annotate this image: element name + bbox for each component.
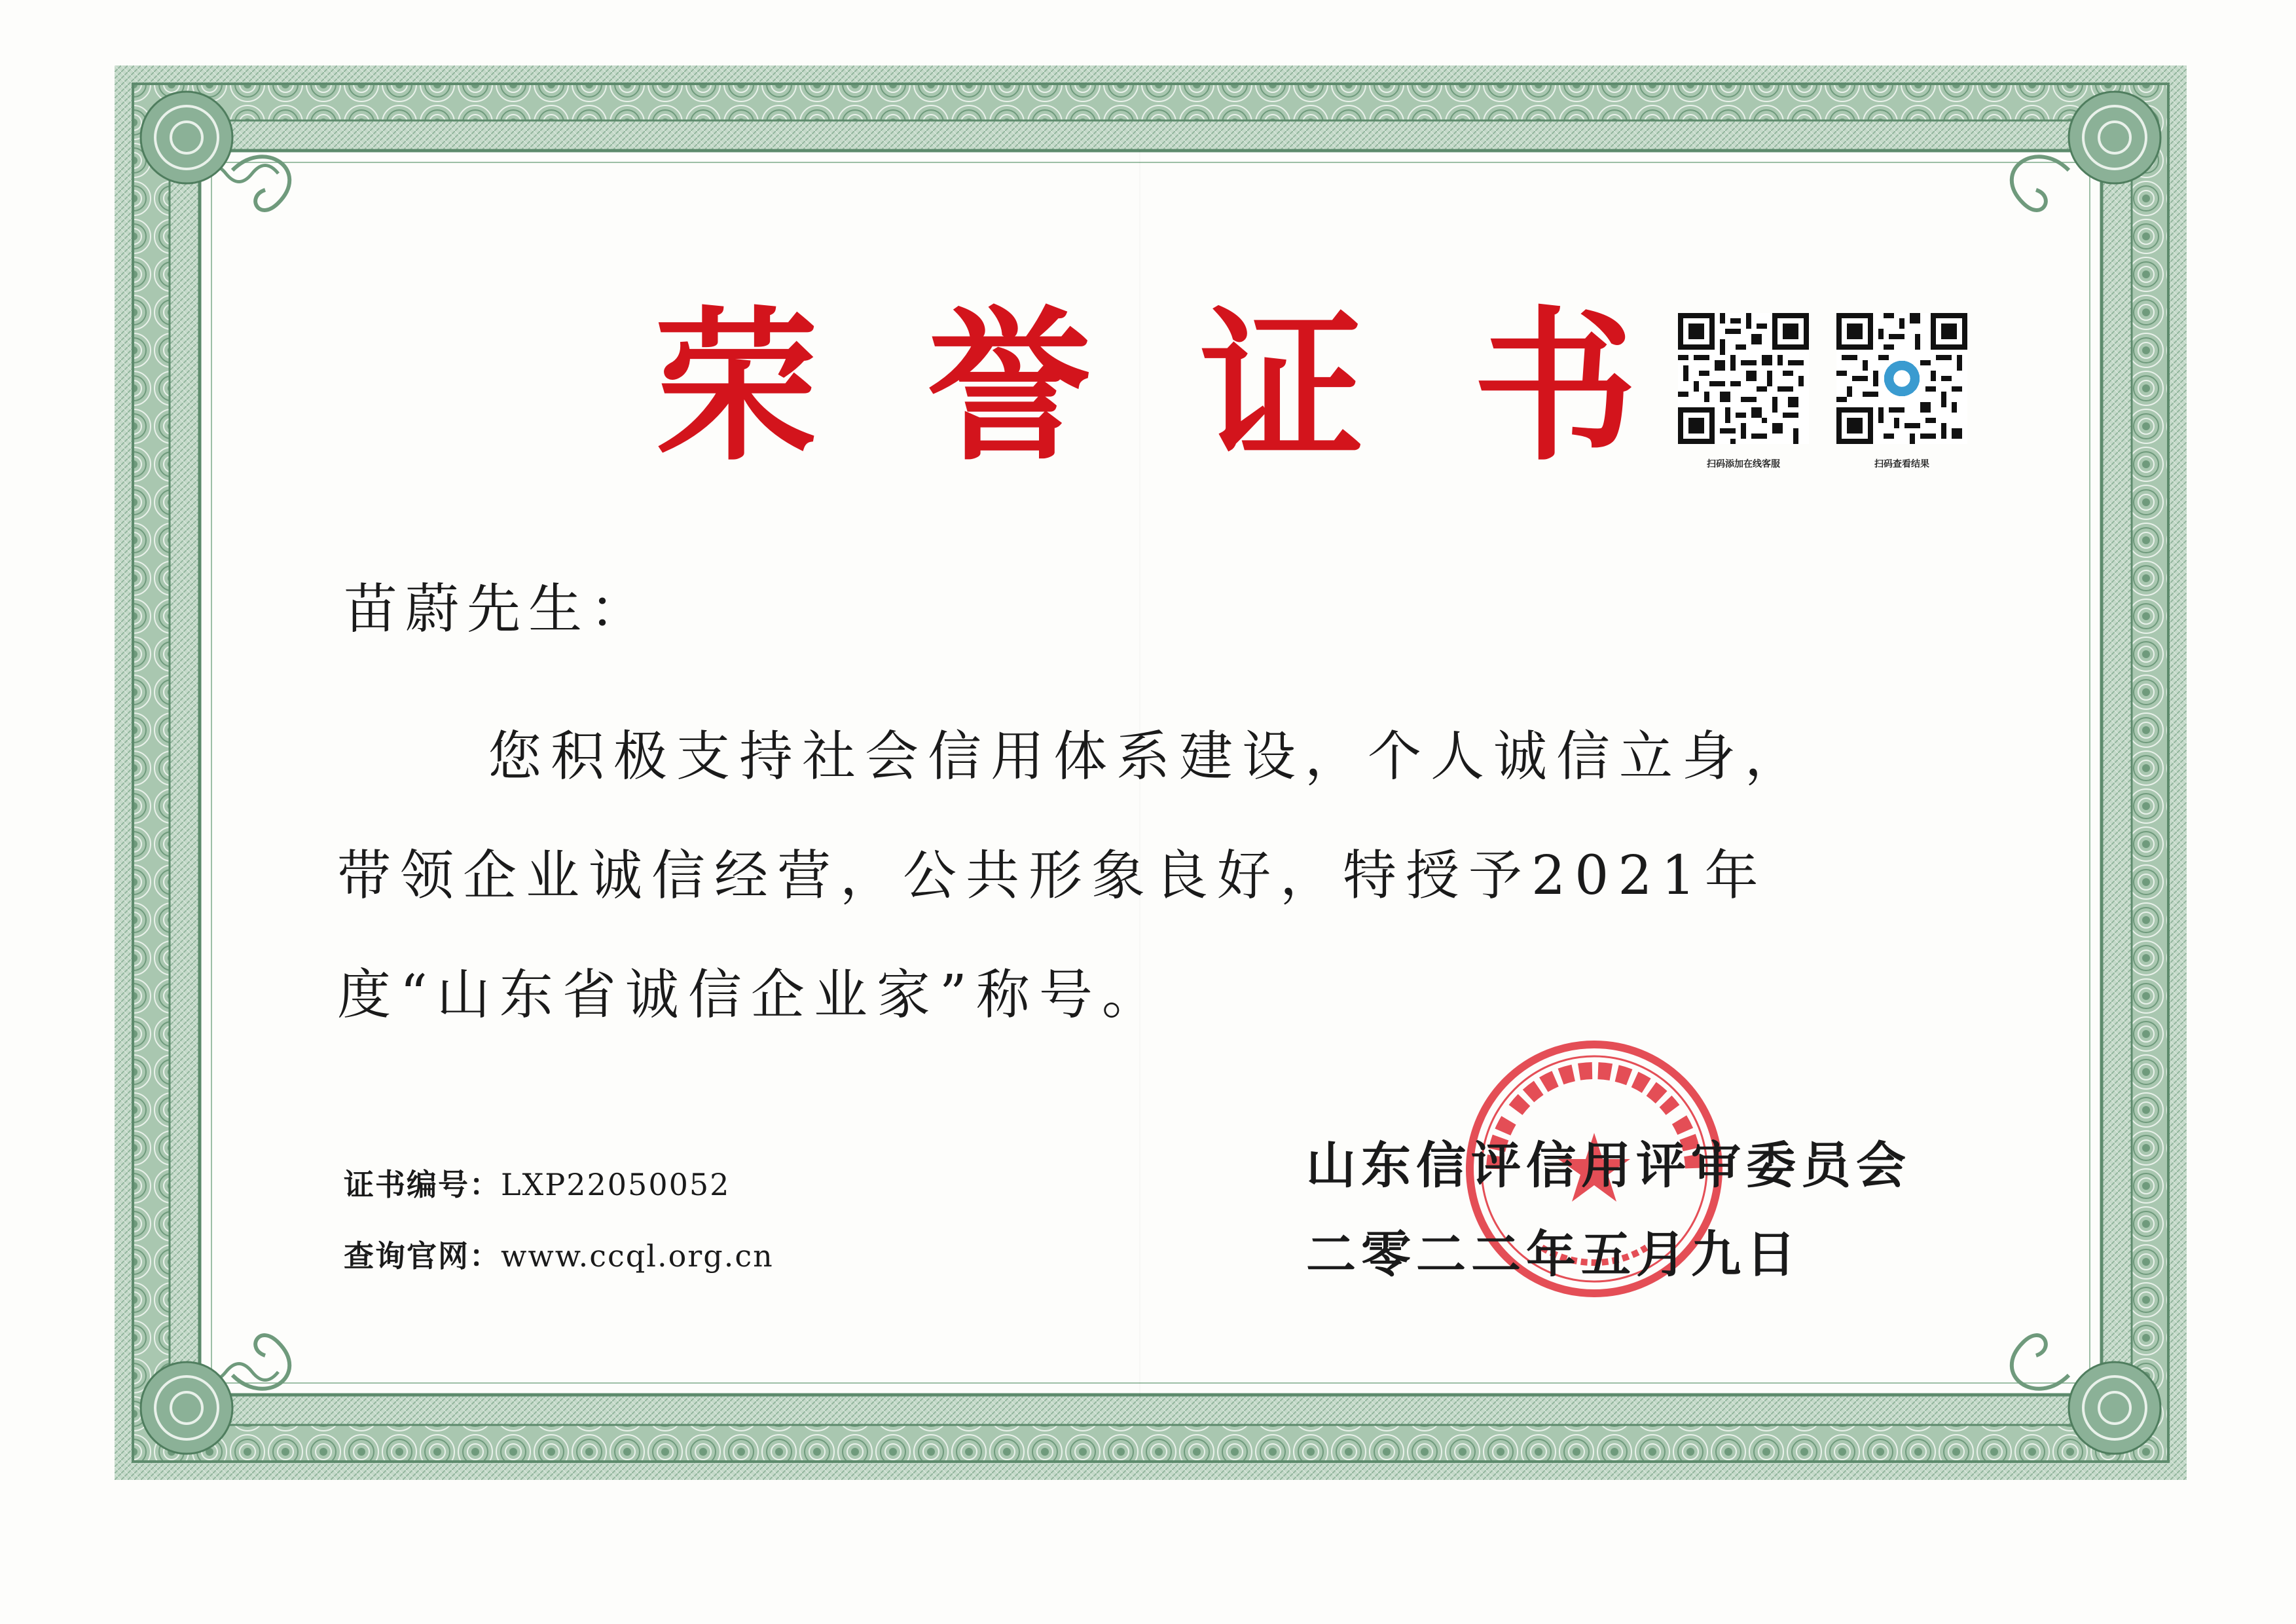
certificate-number-value: LXP22050052 xyxy=(501,1167,731,1202)
qr-code-icon xyxy=(1678,313,1809,444)
title-char: 书 xyxy=(1472,290,1637,483)
result-lookup-qr[interactable] xyxy=(1833,313,1971,470)
issuer-name: 山东信评信用评审委员会 xyxy=(1306,1136,1911,1194)
title-char: 荣 xyxy=(655,290,818,483)
award-citation xyxy=(337,697,1954,1055)
customer-service-qr[interactable] xyxy=(1675,313,1812,470)
title-char: 证 xyxy=(1200,290,1364,483)
qr-caption: 扫码添加在线客服 xyxy=(1707,459,1780,470)
qr-code-icon xyxy=(1836,313,1967,444)
citation-line: 您积极支持社会信用体系建设，个人诚信立身， xyxy=(488,726,1808,788)
certificate-title xyxy=(655,288,1637,485)
title-char: 誉 xyxy=(927,290,1091,483)
qr-caption: 扫码查看结果 xyxy=(1874,459,1929,470)
citation-line: 带领企业诚信经营，公共形象良好，特授予2021年 xyxy=(337,845,1768,907)
query-website-label: 查询官网： xyxy=(344,1238,501,1274)
recipient-salutation: 苗蔚先生： xyxy=(344,578,652,640)
issue-date: 二零二二年五月九日 xyxy=(1306,1225,1801,1283)
citation-line: 度“山东省诚信企业家”称号。 xyxy=(337,964,1165,1026)
query-website-url[interactable]: www.ccql.org.cn xyxy=(501,1238,774,1274)
query-website xyxy=(344,1238,774,1274)
certificate-number xyxy=(344,1167,731,1202)
certificate-number-label: 证书编号： xyxy=(344,1167,501,1202)
